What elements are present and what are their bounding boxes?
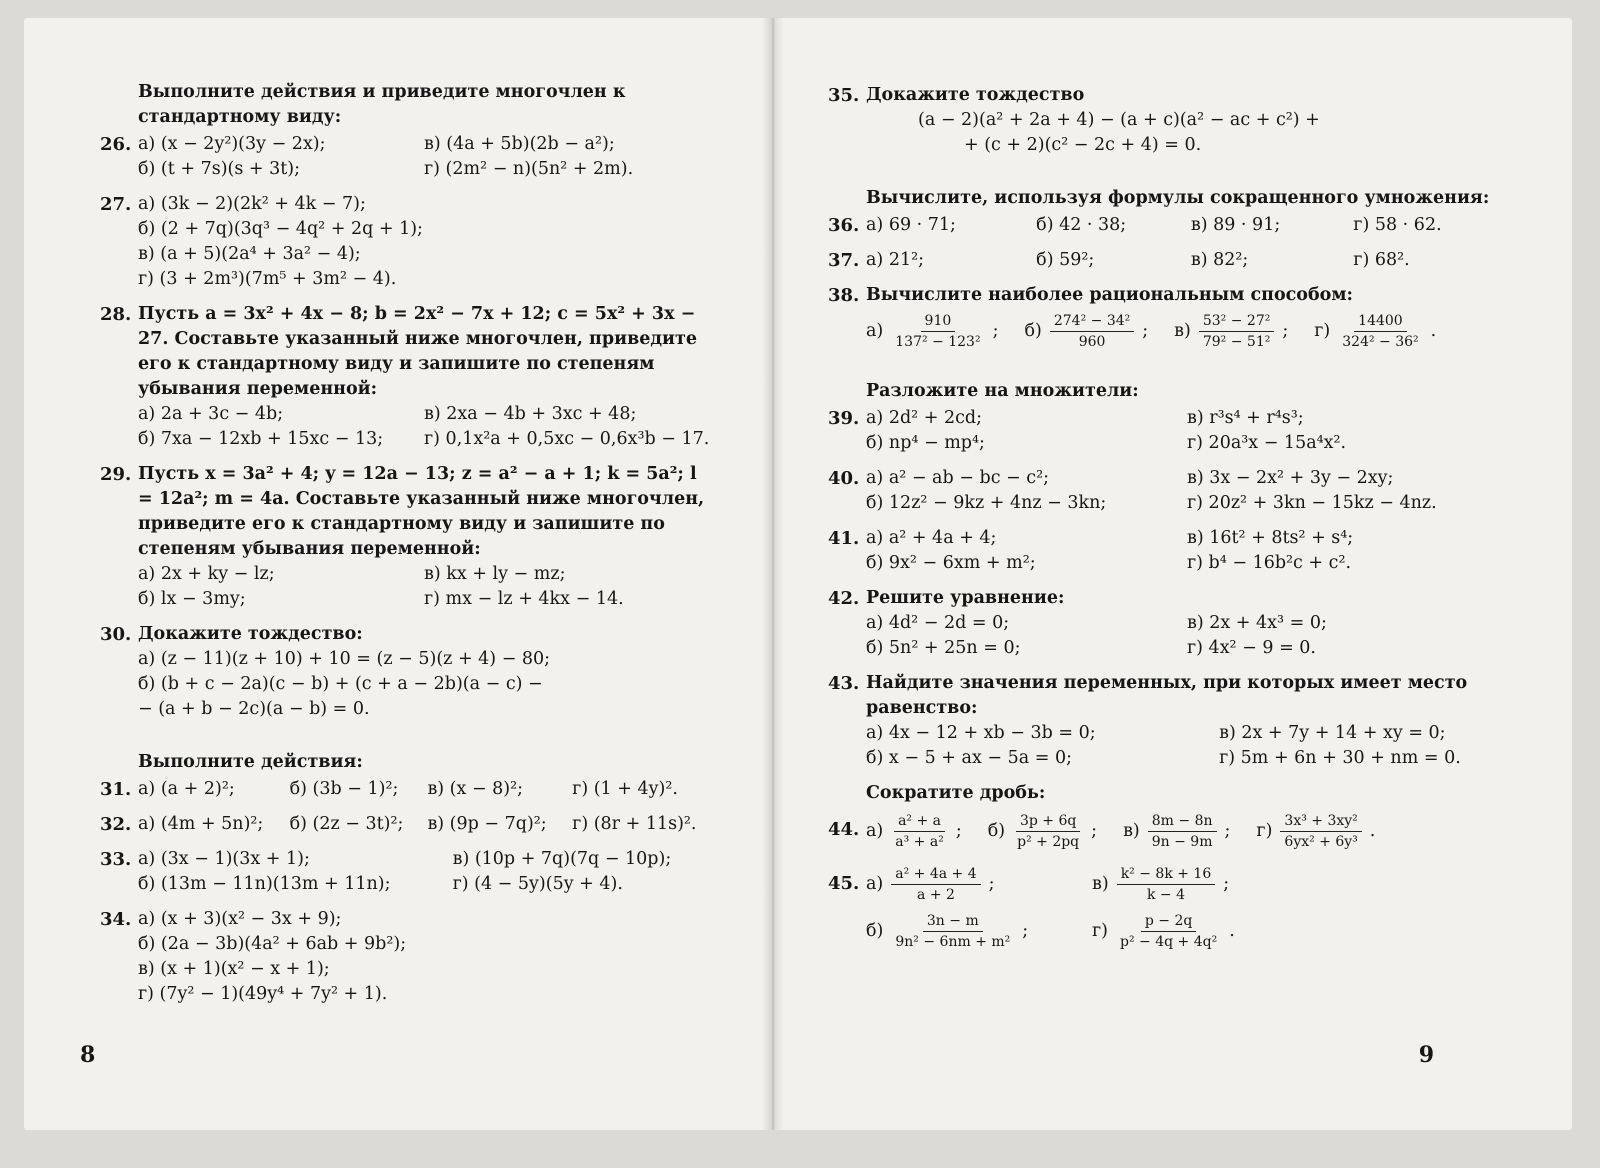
item-g: г) $\frac{\text{3x³ + 3xy²}}{\text{6yx² + 6y³}}$ . [1256,813,1376,850]
problem-31 [100,777,710,802]
problem-number: 31. [100,779,132,800]
item-b: б) $\frac{3n - m}{\text{9n² − 6nm + m²}}$ ; [866,913,1029,950]
problem-27 [100,192,710,292]
item-b: б) 9x² − 6xm + m²; [866,553,1036,573]
item-b: б) 12z² − 9kz + 4nz − 3kn; [866,493,1107,513]
item-b: б) 59²; [1036,250,1095,270]
problem-number: 36. [828,215,860,236]
identity-line-2: + (c + 2)(c² − 2c + 4) = 0. [964,135,1202,155]
item-b: б) lx − 3my; [138,589,246,609]
item-g: г) 20z² + 3kn − 15kz − 4nz. [1187,493,1437,513]
item-v: в) (a + 5)(2a⁴ + 3a² − 4); [138,244,361,264]
problem-statement: Докажите тождество [866,85,1085,105]
problem-33 [100,847,710,897]
item-v: в) r³s⁴ + r⁴s³; [1187,408,1304,428]
item-v: в) 2x + 7y + 14 + xy = 0; [1219,723,1446,743]
item-g: г) $\frac{14400}{\text{324² − 36²}}$ . [1314,313,1437,350]
identity-line-1: (a − 2)(a² + 2a + 4) − (a + c)(a² − ac + c²) + [918,110,1320,130]
item-v: в) (4a + 5b)(2b − a²); [424,134,615,154]
problem-statement: Вычислите наиболее рациональным способом: [866,285,1353,305]
item-a: а) a² − ab − bc − c²; [866,468,1049,488]
item-b: б) $\frac{\text{274² − 34²}}{960}$ ; [1024,313,1149,350]
problem-number: 39. [828,408,860,429]
item-a: а) 21²; [866,250,925,270]
item-b: б) 42 · 38; [1036,215,1127,235]
item-v: в) (x − 8)²; [427,779,524,799]
fraction: $\frac{14400}{\text{324² − 36²}}$ [1342,313,1419,350]
fraction: $\frac{3n - m}{\text{9n² − 6nm + m²}}$ [895,913,1011,950]
problem-number: 29. [100,464,132,485]
problem-38 [828,283,1508,351]
problem-statement: Найдите значения переменных, при которых имеет место равенство: [866,673,1468,718]
problem-number: 26. [100,134,132,155]
problem-number: 40. [828,468,860,489]
item-g: г) (1 + 4y)². [572,779,678,799]
fraction: $\frac{8m - 8n}{9n - 9m}$ [1148,812,1217,851]
problem-32 [100,812,710,837]
item-b: б) (13m − 11n)(13m + 11n); [138,874,391,894]
section-heading: Сократите дробь: [866,783,1046,803]
problem-number: 30. [100,624,132,645]
left-page-content [100,80,710,1017]
fraction: $\frac{3p + 6q}{\text{p² + 2pq}}$ [1017,813,1080,850]
page-number: 9 [1418,1042,1434,1068]
problem-statement: Решите уравнение: [866,588,1065,608]
section-heading: Выполните действия и приведите многочлен к стандартному виду: [138,82,626,127]
problem-45 [828,861,1508,951]
item-v: в) (9p − 7q)²; [427,814,547,834]
item-v: в) 2xa − 4b + 3xc + 48; [424,404,637,424]
page-number: 8 [80,1042,96,1068]
page-fold [762,18,784,1130]
item-g: г) 68². [1353,250,1410,270]
fraction: $\frac{\text{a² + 4a + 4}}{a + 2}$ [891,865,980,904]
problem-35 [828,83,1508,158]
item-a: а) 2d² + 2cd; [866,408,982,428]
item-b: б) (3b − 1)²; [289,779,399,799]
problem-26 [100,132,710,182]
problem-39 [828,406,1508,456]
problem-statement: Докажите тождество: [138,624,363,644]
item-v: в) 89 · 91; [1190,215,1281,235]
fraction: $\frac{\text{k² − 8k + 16}}{k - 4}$ [1117,865,1216,904]
item-a: а) $\frac{\text{a² + a}}{\text{a³ + a²}}$ ; [866,813,962,850]
fraction: $\frac{p - 2q}{\text{p² − 4q + 4q²}}$ [1120,913,1218,950]
item-b: б) (2a − 3b)(4a² + 6ab + 9b²); [138,934,407,954]
problem-40 [828,466,1508,516]
problem-number: 41. [828,528,860,549]
item-a: а) (x − 2y²)(3y − 2x); [138,134,326,154]
problem-statement: Пусть x = 3a² + 4; y = 12a − 13; z = a² − a + 1; k = 5a²; l = 12a²; m = 4a. Составьте указанный ниже многочлен, приведите его к стандартному виду и запишите по степеням убывания переменной: [138,464,705,559]
section-heading: Вычислите, используя формулы сокращенного умножения: [866,188,1490,208]
item-a: а) (x + 3)(x² − 3x + 9); [138,909,342,929]
problem-number: 28. [100,304,132,325]
item-v: в) 82²; [1190,250,1249,270]
problem-number: 38. [828,285,860,306]
item-a: а) 2x + ky − lz; [138,564,275,584]
item-v: в) (x + 1)(x² − x + 1); [138,959,330,979]
problem-43 [828,671,1508,771]
problem-37 [828,248,1508,273]
item-b-line-1: б) (b + c − 2a)(c − b) + (c + a − 2b)(a − c) − [138,674,543,694]
fraction: $\frac{\text{a² + a}}{\text{a³ + a²}}$ [895,813,944,850]
item-b: б) (2z − 3t)²; [289,814,404,834]
problem-29 [100,462,710,612]
item-g: г) (2m² − n)(5n² + 2m). [424,159,634,179]
left-page [24,18,772,1130]
problem-number: 45. [828,873,860,894]
problem-28 [100,302,710,452]
problem-number: 35. [828,85,860,106]
item-g: г) (7y² − 1)(49y⁴ + 7y² + 1). [138,984,388,1004]
right-page [772,18,1572,1130]
problem-number: 33. [100,849,132,870]
item-b: б) 7xa − 12xb + 15xc − 13; [138,429,384,449]
item-a: а) (z − 11)(z + 10) + 10 = (z − 5)(z + 4) − 80; [138,649,551,669]
item-a: а) (a + 2)²; [138,779,235,799]
item-g: г) 0,1x²a + 0,5xc − 0,6x³b − 17. [424,429,710,449]
item-g: г) 20a³x − 15a⁴x². [1187,433,1347,453]
item-v: в) 3x − 2x² + 3y − 2xy; [1187,468,1394,488]
problem-number: 42. [828,588,860,609]
item-a: а) 69 · 71; [866,215,956,235]
item-b: б) x − 5 + ax − 5a = 0; [866,748,1072,768]
item-g: г) $\frac{p - 2q}{\text{p² − 4q + 4q²}}$ . [1092,913,1235,950]
item-v: в) kx + ly − mz; [424,564,566,584]
item-v: в) 16t² + 8ts² + s⁴; [1187,528,1354,548]
problem-36 [828,213,1508,238]
right-page-content [828,83,1508,961]
item-b: б) $\frac{3p + 6q}{\text{p² + 2pq}}$ ; [987,813,1098,850]
item-g: г) 58 · 62. [1353,215,1442,235]
item-a: а) 4x − 12 + xb − 3b = 0; [866,723,1096,743]
item-a: а) a² + 4a + 4; [866,528,997,548]
problem-30 [100,622,710,722]
problem-34 [100,907,710,1007]
problem-44 [828,808,1508,851]
fraction: $\frac{\text{53² − 27²}}{\text{79² − 51²}}$ [1199,312,1274,351]
item-v: в) $\frac{8m - 8n}{9n - 9m}$ ; [1123,813,1231,850]
problem-number: 37. [828,250,860,271]
item-b: б) np⁴ − mp⁴; [866,433,985,453]
item-b: б) 5n² + 25n = 0; [866,638,1021,658]
problem-42 [828,586,1508,661]
item-a: а) (3x − 1)(3x + 1); [138,849,310,869]
item-g: г) mx − lz + 4kx − 14. [424,589,624,609]
item-g: г) (4 − 5y)(5y + 4). [452,874,623,894]
section-heading: Выполните действия: [138,752,363,772]
item-b-line-2: − (a + b − 2c)(a − b) = 0. [138,699,370,719]
item-a: а) $\frac{\text{a² + 4a + 4}}{a + 2}$ ; [866,866,995,903]
problem-number: 43. [828,673,860,694]
item-g: г) 5m + 6n + 30 + nm = 0. [1219,748,1461,768]
item-v: в) $\frac{\text{53² − 27²}}{\text{79² − 51²}}$ ; [1174,313,1289,350]
fraction: $\frac{910}{\text{137² − 123²}}$ [895,313,981,350]
section-heading: Разложите на множители: [866,381,1139,401]
item-v: в) $\frac{\text{k² − 8k + 16}}{k - 4}$ ; [1092,866,1230,903]
item-g: г) b⁴ − 16b²c + c². [1187,553,1352,573]
problem-number: 34. [100,909,132,930]
item-a: а) $\frac{910}{\text{137² − 123²}}$ ; [866,313,999,350]
item-g: г) (8r + 11s)². [572,814,697,834]
problem-statement: Пусть a = 3x² + 4x − 8; b = 2x² − 7x + 12; c = 5x² + 3x − 27. Составьте указанный ниже многочлен, приведите его к стандартному виду и запишите по степеням убывания переменной: [138,304,697,399]
item-b: б) (t + 7s)(s + 3t); [138,159,301,179]
item-b: б) (2 + 7q)(3q³ − 4q² + 2q + 1); [138,219,423,239]
problem-41 [828,526,1508,576]
fraction: $\frac{\text{274² − 34²}}{960}$ [1050,312,1134,351]
item-a: а) (4m + 5n)²; [138,814,264,834]
problem-number: 32. [100,814,132,835]
item-a: а) 4d² − 2d = 0; [866,613,1010,633]
problem-number: 44. [828,819,860,840]
item-a: а) 2a + 3c − 4b; [138,404,284,424]
item-g: г) (3 + 2m³)(7m⁵ + 3m² − 4). [138,269,397,289]
item-a: а) (3k − 2)(2k² + 4k − 7); [138,194,366,214]
fraction: $\frac{\text{3x³ + 3xy²}}{\text{6yx² + 6y³}}$ [1280,812,1361,851]
item-v: в) (10p + 7q)(7q − 10p); [452,849,672,869]
problem-number: 27. [100,194,132,215]
item-v: в) 2x + 4x³ = 0; [1187,613,1327,633]
item-g: г) 4x² − 9 = 0. [1187,638,1316,658]
